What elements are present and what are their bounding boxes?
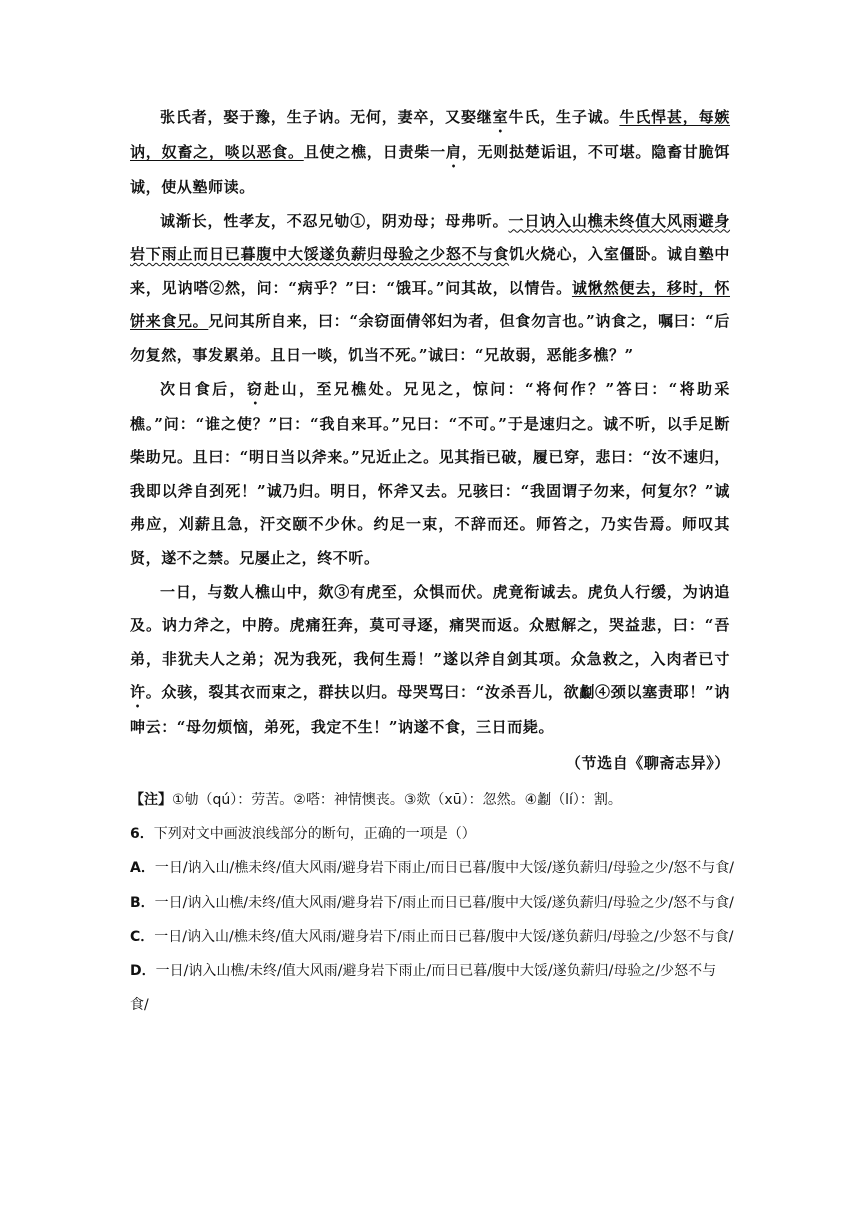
option-label: D． [130,963,156,980]
dotted-char: 窃 [246,379,265,398]
passage-text: 张氏者，娶于豫，生子讷。无何，妻卒，又娶继 [160,108,493,126]
question-block [130,783,734,1022]
underlined-sentence: 牛氏悍甚，每嫉讷，奴畜之，啖以恶食。 [130,108,731,161]
passage-paragraph-1 [130,101,730,205]
dotted-char: 室 [492,108,509,126]
passage-text: 牛氏，生子诚。 [508,108,620,126]
option-c [130,920,734,954]
passage-text: 兄问其所自来，曰：“余窃面倩邻妇为者，但食勿言也。”讷食之，嘱曰：“后勿复然，事发累弟。且日一啖，饥当不死。”诚曰：“兄故弱，恶能多樵？” [130,312,730,364]
passage-text: 一日，与数人樵山中，欻③有虎至，众惧而伏。虎竟衔诚去。虎负人行缓，为讷追及。讷力斧之，中胯。虎痛狂奔，莫可寻逐，痛哭而返。众慰解之，哭益悲，曰：“吾弟，非犹夫人之弟；况为我死，我何生焉！”遂以斧自剑其项。众急救之，入肉者已寸 [130,582,730,668]
option-label: B． [130,894,155,911]
passage-paragraph-2 [130,205,730,373]
passage-paragraph-3 [130,373,730,576]
wavy-underlined-sentence: 一日讷入山樵未终值大风雨避身岩下雨止而日已暮腹中大馁遂负薪归母验之少怒不与食 [130,211,731,264]
option-text: 一日/讷入山/樵未终/值大风雨/避身岩下雨止/而日已暮/腹中大馁/遂负薪归/母验之少/怒不与食/ [154,860,735,877]
annotation-note [130,783,734,817]
note-tag: 【注】 [130,792,172,808]
option-b [130,886,734,920]
option-text: 一日/讷入山樵/未终/值大风雨/避身岩下/雨止而日已暮/腹中大馁/遂负薪归/母验之少/怒不与食/ [154,894,734,911]
question-stem [130,817,734,851]
passage-text: 赴山，至兄樵处。兄见之，惊问：“将何作？”答曰：“将助采樵。”问：“谁之使？”曰：“我自来耳。”兄曰：“不可。”于是速归之。诚不听，以手足断柴助兄。且曰：“明日当以斧来。”兄近止之。见其指已破，履已穿，悲曰：“汝不速归，我即以斧自刭死！”诚乃归。明日，怀斧又去。兄骇曰：“我固谓子勿来，何复尔？”诚弗应，刈薪且急，汗交颐不少休。约足一束，不辞而还。师笞之，乃实告焉。师叹其贤，遂不之禁。兄屡止之，终不听。 [130,379,731,567]
option-label: C． [130,928,155,945]
option-text: 一日/讷入山樵/未终/值大风雨/避身岩下雨止/而日已暮/腹中大馁/遂负薪归/母验之/少怒不与食/ [130,963,717,1014]
dotted-char: 许 [130,683,146,702]
question-text: 下列对文中画波浪线部分的断句，正确的一项是（） [153,826,476,843]
option-text: 一日/讷入山/樵未终/值大风雨/避身岩下/雨止而日已暮/腹中大馁/遂负薪归/母验之/少怒不与食/ [154,928,734,945]
underlined-sentence: 诚愀然便去，移时，怀饼来食兄。 [130,278,730,331]
passage-text: 。众骇，裂其衣而束之，群扶以归。母哭骂曰：“汝杀吾儿，欲劙④颈以塞责耶！”讷呻云：“母勿烦恼，弟死，我定不生！”讷遂不食，三日而毙。 [130,683,730,737]
passage-text: 饥火烧心，入室僵卧。诚自塾中来，见讷嗒②然，问：“病乎？”曰：“饿耳。”问其故，以情告。 [130,245,731,297]
passage-paragraph-4 [130,576,730,745]
note-text: ①劬（qú）：劳苦。②嗒：神情懊丧。③欻（xū）：忽然。④劙（lí）：割。 [172,792,622,808]
passage-text: ，无则挞楚诟诅，不可堪。隐畜甘脆饵诚，使从塾师读。 [130,143,730,196]
question-number: 6． [130,826,154,843]
dotted-char: 肩 [445,143,462,161]
option-d [130,954,734,1022]
passage-source: （节选自《聊斋志异》） [565,753,730,772]
option-a [130,851,734,885]
classical-passage [130,101,730,781]
passage-text: 次日食后， [160,379,247,398]
passage-text: 且使之樵，日责柴一 [303,143,446,161]
passage-text: 诚渐长，性孝友，不忍兄劬①，阴劝母；母弗听。 [160,211,509,230]
option-label: A． [130,860,155,877]
